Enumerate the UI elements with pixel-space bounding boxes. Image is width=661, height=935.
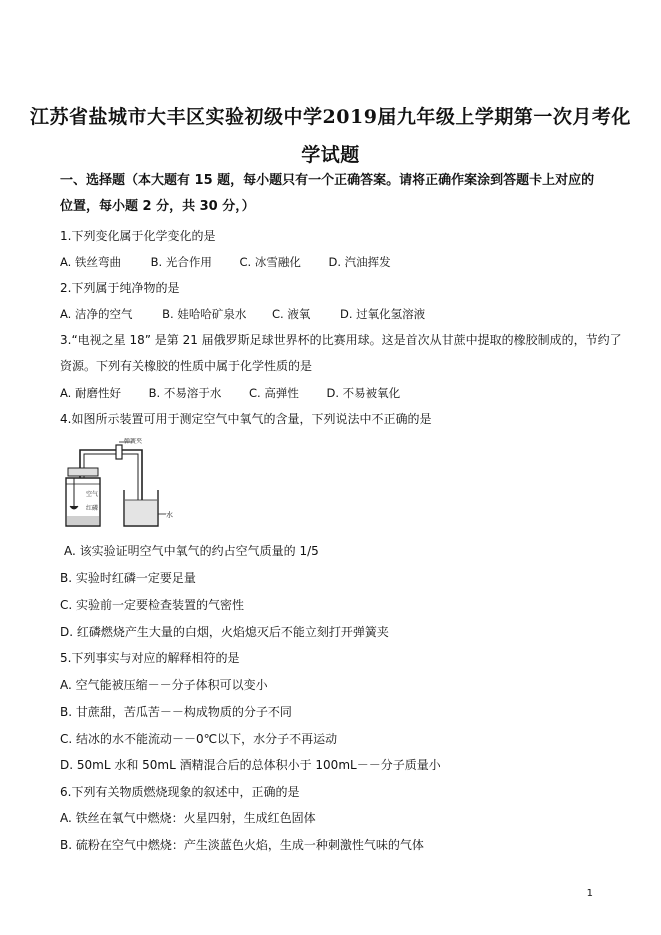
q4-option-d: D. 红磷燃烧产生大量的白烟，火焰熄灭后不能立刻打开弹簧夹	[60, 625, 389, 639]
q5-option-d: D. 50mL 水和 50mL 酒精混合后的总体积小于 100mL－－分子质量小	[60, 758, 441, 772]
q5-option-b: B. 甘蔗甜，苦瓜苦－－构成物质的分子不同	[60, 705, 292, 719]
question-6-stem: 6.下列有关物质燃烧现象的叙述中，正确的是	[60, 785, 300, 799]
q2-option-c: C. 液氧	[272, 307, 311, 321]
clamp-label: 弹簧夹	[124, 438, 143, 445]
q1-option-c: C. 冰雪融化	[239, 255, 301, 269]
q3-option-a: A. 耐磨性好	[60, 386, 121, 400]
water-label: 水	[166, 511, 173, 519]
question-3-options	[60, 385, 422, 401]
q1-option-b: B. 光合作用	[150, 255, 212, 269]
section-heading-line2: 位置，每小题 2 分，共 30 分，）	[60, 199, 255, 214]
question-1-options	[60, 254, 413, 270]
question-5-stem: 5.下列事实与对应的解释相符的是	[60, 651, 240, 665]
q4-option-c: C. 实验前一定要检查装置的气密性	[60, 598, 245, 612]
q3-option-d: D. 不易被氧化	[326, 386, 401, 400]
air-label: 空气	[86, 491, 99, 498]
page-number: 1	[586, 888, 593, 899]
q5-option-a: A. 空气能被压缩－－分子体积可以变小	[60, 678, 268, 692]
question-3-stem-line2: 资源。下列有关橡胶的性质中属于化学性质的是	[60, 359, 313, 373]
phosphorus-label: 红磷	[86, 505, 99, 512]
question-3-stem-line1: 3.“电视之星 18” 是第 21 届俄罗斯足球世界杯的比赛用球。这是首次从甘蔗中提取的橡胶制成的，节约了	[60, 333, 622, 347]
exam-title-line2: 学试题	[301, 144, 360, 166]
q1-option-d: D. 汽油挥发	[328, 255, 391, 269]
q2-option-d: D. 过氧化氢溶液	[340, 307, 426, 321]
q2-option-a: A. 洁净的空气	[60, 307, 133, 321]
question-4-stem: 4.如图所示装置可用于测定空气中氧气的含量，下列说法中不正确的是	[60, 412, 432, 426]
oxygen-experiment-figure	[62, 438, 177, 530]
q2-option-b: B. 娃哈哈矿泉水	[162, 307, 247, 321]
exam-title-line1: 江苏省盐城市大丰区实验初级中学2019届九年级上学期第一次月考化	[30, 106, 631, 128]
q6-option-a: A. 铁丝在氧气中燃烧：火星四射，生成红色固体	[60, 811, 316, 825]
question-2-options	[60, 306, 447, 322]
section-heading-line1: 一、选择题（本大题有 15 题，每小题只有一个正确答案。请将正确作案涂到答题卡上对应的	[60, 173, 595, 188]
q5-option-c: C. 结冰的水不能流动－－0℃以下，水分子不再运动	[60, 732, 338, 746]
q6-option-b: B. 硫粉在空气中燃烧：产生淡蓝色火焰，生成一种刺激性气味的气体	[60, 838, 424, 852]
q3-option-c: C. 高弹性	[249, 386, 299, 400]
q1-option-a: A. 铁丝弯曲	[60, 255, 121, 269]
q4-option-b: B. 实验时红磷一定要足量	[60, 571, 196, 585]
question-2-stem: 2.下列属于纯净物的是	[60, 281, 180, 295]
q4-option-a: A. 该实验证明空气中氧气的约占空气质量的 1/5	[64, 544, 319, 558]
question-1-stem: 1.下列变化属于化学变化的是	[60, 229, 216, 243]
q3-option-b: B. 不易溶于水	[148, 386, 222, 400]
